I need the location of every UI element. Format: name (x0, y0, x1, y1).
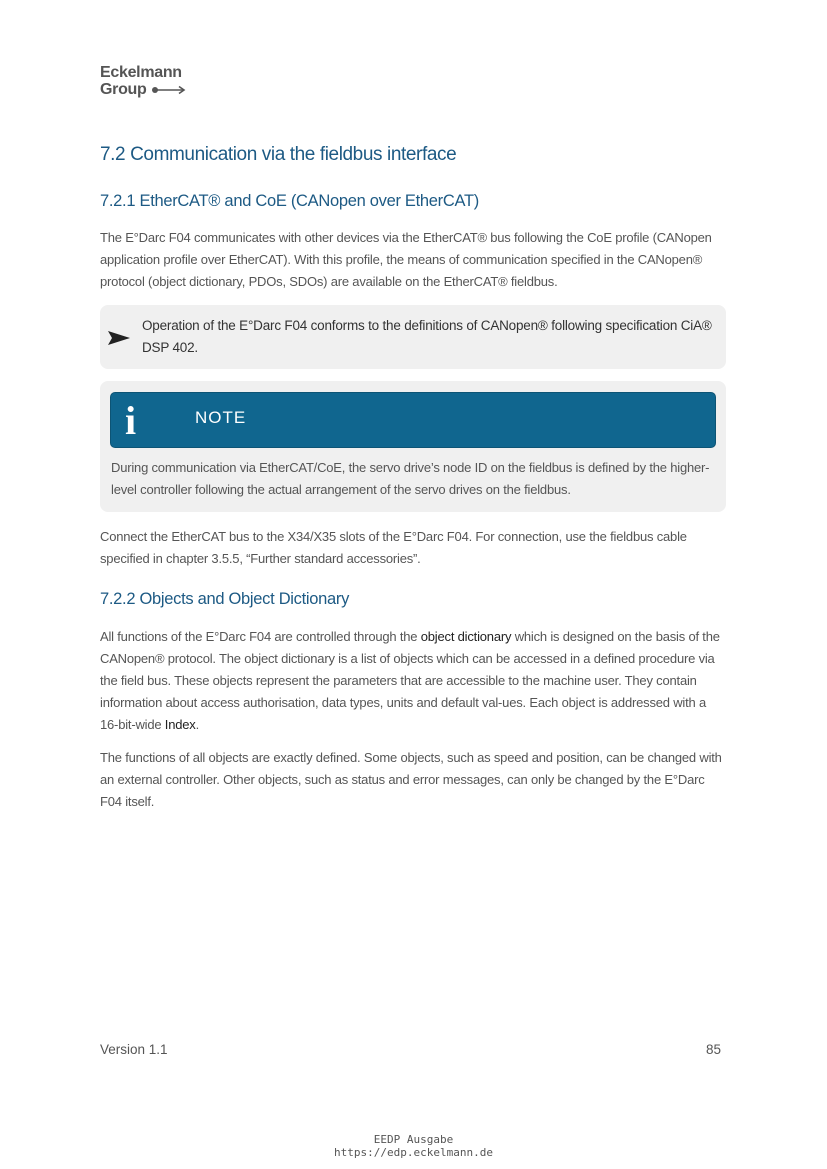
paragraph-intro: The E°Darc F04 communicates with other devices via the EtherCAT® bus following the CoE profile (CANopen application profile over EtherCAT). With this profile, the means of communication specified in the CANopen® protocol (object dictionary, PDOs, SDOs) are available on the EtherCAT® fieldbus. (100, 230, 712, 289)
company-logo (100, 64, 187, 98)
arrow-icon (108, 331, 130, 345)
watermark-line-1: EEDP Ausgabe (373, 1133, 454, 1146)
objects-text-2: which is designed on the basis of the CANopen® protocol. The object dictionary is a list of objects which can be accessed in a defined procedure via the field bus. These objects represent the parameters that are accessible to the machine user. They contain information about access authorisation, data types, units and default val-ues. Each object is addressed with a 16-bit-wide (100, 629, 720, 732)
objects-text-1: All functions of the E°Darc F04 are controlled through the (100, 629, 421, 644)
term-object-dictionary: object dictionary (420, 629, 512, 644)
logo-line-2: Group (100, 81, 147, 98)
hint-box (100, 305, 726, 369)
logo-line-1: Eckelmann (100, 64, 182, 81)
section-heading-7-2-1: 7.2.1 EtherCAT® and CoE (CANopen over EtherCAT) (100, 192, 479, 210)
note-box (100, 381, 726, 512)
note-label: NOTE (195, 408, 247, 427)
watermark-line-2: https://edp.eckelmann.de (334, 1146, 493, 1159)
note-header (111, 393, 715, 447)
term-index: Index (164, 717, 196, 732)
section-heading-7-2: 7.2 Communication via the fieldbus interface (100, 144, 457, 165)
note-text: During communication via EtherCAT/CoE, the servo drive’s node ID on the fieldbus is defined by the higher-level controller following the actual arrangement of the servo drives on the fieldbus. (111, 460, 710, 497)
section-heading-7-2-2: 7.2.2 Objects and Object Dictionary (100, 590, 350, 608)
info-icon: i (125, 398, 137, 443)
hint-text: Operation of the E°Darc F04 conforms to the definitions of CANopen® following specification CiA® DSP 402. (142, 318, 712, 355)
paragraph-functions: The functions of all objects are exactly defined. Some objects, such as speed and position, can be changed with an external controller. Other objects, such as status and error messages, can only be changed by the E°Darc F04 itself. (100, 750, 722, 809)
page-number: 85 (705, 1042, 721, 1057)
watermark (0, 1133, 827, 1159)
logo-arrow-icon (151, 85, 187, 95)
objects-text-3: . (195, 717, 200, 732)
footer-version: Version 1.1 (100, 1042, 168, 1057)
paragraph-objects (100, 626, 724, 736)
paragraph-connect: Connect the EtherCAT bus to the X34/X35 slots of the E°Darc F04. For connection, use the fieldbus cable specified in chapter 3.5.5, “Further standard accessories”. (100, 529, 687, 566)
